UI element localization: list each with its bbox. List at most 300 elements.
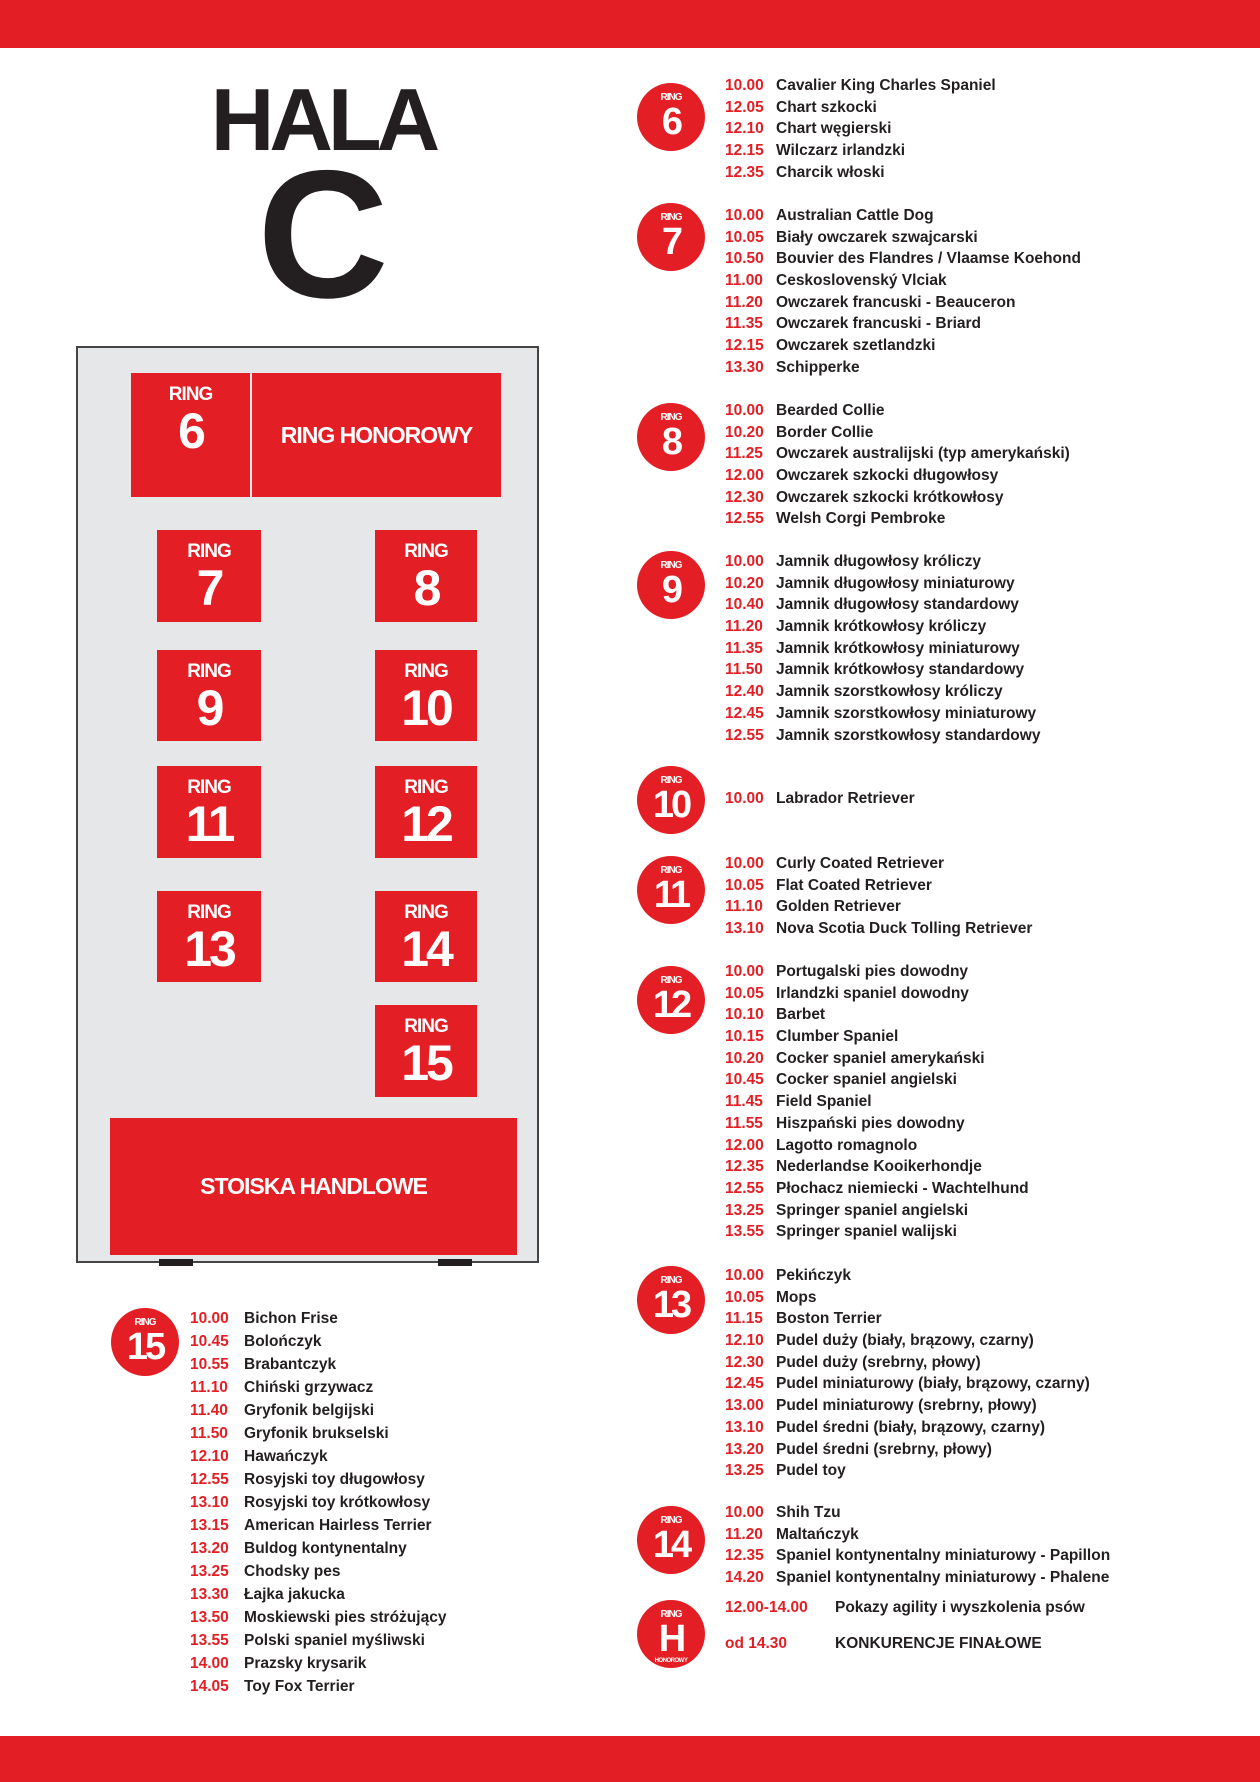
entry-time: 10.05 [725, 1288, 764, 1306]
entry-time: 11.35 [725, 315, 763, 333]
schedule-entry [725, 227, 1081, 249]
map-ring-label: RING [404, 661, 448, 682]
schedule-entry [725, 1417, 1090, 1439]
entry-time: 10.40 [725, 596, 764, 614]
ring-7-badge [637, 203, 705, 271]
schedule-entry [190, 1652, 446, 1675]
entry-time: 13.20 [190, 1540, 229, 1557]
entry-time: 12.00-14.00 [725, 1599, 808, 1616]
ring-badge-number: 10 [652, 784, 690, 826]
entry-breed: Chodsky pes [244, 1563, 341, 1580]
entry-breed: Spaniel kontynentalny miniaturowy - Phalene [776, 1569, 1110, 1587]
schedule-entry [725, 983, 1029, 1005]
entry-time: 12.40 [725, 683, 764, 701]
entry-breed: Mops [776, 1288, 817, 1306]
schedule-entry [725, 1287, 1090, 1309]
entry-breed: Charcik włoski [776, 163, 885, 181]
schedule-entry [725, 1330, 1090, 1352]
schedule-entry [725, 1265, 1090, 1287]
entry-breed: Chart szkocki [776, 98, 877, 116]
map-ring-7 [157, 530, 261, 622]
entrance-marker [438, 1259, 472, 1266]
entry-time: 10.20 [725, 423, 764, 441]
schedule-entry [725, 357, 1081, 379]
schedule-entry [725, 313, 1081, 335]
entry-time: 12.55 [725, 726, 764, 744]
entry-breed: Ceskoslovenský Vlciak [776, 272, 947, 290]
entry-time: 13.25 [725, 1201, 764, 1219]
map-ring-12 [375, 766, 477, 858]
entry-breed: Clumber Spaniel [776, 1028, 899, 1046]
entry-time: 13.50 [190, 1609, 229, 1626]
map-ring-6 [131, 373, 250, 497]
entry-breed: Gryfonik belgijski [244, 1402, 375, 1419]
entry-breed: Rosyjski toy długowłosy [244, 1471, 425, 1488]
entry-breed: Jamnik krótkowłosy króliczy [776, 618, 987, 636]
entry-time: 14.20 [725, 1569, 764, 1587]
entry-time: 11.50 [725, 661, 763, 679]
entry-breed: Łajka jakucka [244, 1586, 345, 1603]
entry-time: 13.10 [725, 1418, 764, 1436]
map-ring-label: RING [168, 384, 213, 405]
schedule-entry [190, 1307, 446, 1330]
schedule-entry [725, 162, 996, 184]
entry-breed: Springer spaniel walijski [776, 1223, 957, 1241]
schedule-entry [190, 1330, 446, 1353]
entry-breed: Moskiewski pies stróżujący [244, 1609, 447, 1626]
entry-time: 10.00 [725, 77, 764, 94]
ring-12-badge [637, 966, 705, 1034]
entry-breed: Chart węgierski [776, 120, 892, 138]
entry-breed: Bichon Frise [244, 1310, 338, 1327]
entry-time: 11.25 [725, 445, 763, 463]
schedule-entry [725, 422, 1070, 444]
ring-badge-number: 11 [653, 874, 689, 916]
entry-time: 11.55 [725, 1114, 763, 1132]
map-ring-label: RING [187, 661, 231, 682]
schedule-entry [725, 853, 1032, 875]
ring-10-schedule [725, 788, 915, 810]
schedule-entry [725, 270, 1081, 292]
entry-breed: Boston Terrier [776, 1310, 882, 1328]
schedule-entry [725, 335, 1081, 357]
entry-time: 12.55 [725, 1179, 764, 1197]
map-ring-label: RING [187, 902, 231, 923]
entry-time: 13.00 [725, 1397, 764, 1415]
entry-breed: Jamnik szorstkowłosy króliczy [776, 683, 1003, 701]
schedule-entry [725, 1545, 1110, 1567]
entry-time: 13.25 [190, 1563, 229, 1580]
entry-time: 12.10 [725, 120, 764, 138]
map-ring-9 [157, 650, 261, 741]
schedule-entry [725, 1048, 1029, 1070]
entry-breed: Pekińczyk [776, 1267, 851, 1284]
map-ring-number: 8 [413, 560, 439, 616]
schedule-entry [725, 638, 1040, 660]
entry-breed: Owczarek szkocki długowłosy [776, 467, 999, 485]
ring-badge-label: RING [660, 975, 682, 986]
entry-time: 10.00 [725, 963, 764, 980]
schedule-entry [190, 1353, 446, 1376]
entry-time: 12.05 [725, 98, 764, 116]
schedule-entry [725, 1178, 1029, 1200]
entry-time: 10.00 [725, 855, 764, 872]
entry-breed: Maltańczyk [776, 1525, 859, 1543]
entry-breed: Flat Coated Retriever [776, 876, 932, 894]
schedule-entry [725, 725, 1040, 747]
entry-breed: Jamnik szorstkowłosy miniaturowy [776, 704, 1037, 722]
entry-time: 12.30 [725, 488, 764, 506]
entry-breed: Pudel średni (srebrny, płowy) [776, 1440, 992, 1458]
entry-time: 10.15 [725, 1028, 764, 1046]
schedule-entry [190, 1445, 446, 1468]
schedule-entry [725, 118, 996, 140]
entry-time: 12.00 [725, 467, 764, 485]
schedule-entry [725, 248, 1081, 270]
map-ring-13 [157, 891, 261, 982]
entry-breed: Shih Tzu [776, 1504, 841, 1521]
entry-time: 10.20 [725, 574, 764, 592]
entry-time: 10.45 [725, 1071, 764, 1089]
entry-breed: Polski spaniel myśliwski [244, 1632, 425, 1649]
entry-breed: Nova Scotia Duck Tolling Retriever [776, 920, 1033, 938]
ring-badge-label: RING [660, 1275, 682, 1286]
entry-time: 11.20 [725, 618, 763, 636]
ring-15-badge [111, 1308, 179, 1376]
entry-breed: Jamnik długowłosy króliczy [776, 553, 982, 570]
ring-badge-number: 12 [652, 984, 690, 1026]
entry-time: 13.30 [725, 358, 764, 376]
schedule-entry [725, 1395, 1090, 1417]
ring-badge-number: 15 [126, 1326, 164, 1368]
map-ring-label: RING [404, 541, 448, 562]
entry-breed: Hiszpański pies dowodny [776, 1114, 965, 1132]
entry-breed: Pudel toy [776, 1462, 846, 1480]
ring-9-badge [637, 551, 705, 619]
schedule-entry [725, 1598, 1085, 1618]
schedule-entry [725, 508, 1070, 530]
schedule-entry [725, 205, 1081, 227]
map-ring-15 [375, 1005, 477, 1097]
bottom-banner [0, 1736, 1260, 1782]
entry-time: 12.30 [725, 1353, 764, 1371]
entry-breed: Springer spaniel angielski [776, 1201, 969, 1219]
ring-badge-number: 7 [661, 221, 681, 263]
entry-breed: Buldog kontynentalny [244, 1540, 407, 1557]
schedule-entry [190, 1491, 446, 1514]
schedule-entry [725, 1308, 1090, 1330]
entry-time: 10.00 [725, 1267, 764, 1284]
entry-time: 13.55 [725, 1223, 764, 1241]
entry-time: 10.55 [190, 1356, 229, 1373]
entry-breed: Irlandzki spaniel dowodny [776, 984, 969, 1002]
ring-15-schedule [190, 1307, 446, 1698]
entry-breed: Labrador Retriever [776, 790, 915, 807]
entry-breed: Barbet [776, 1006, 826, 1024]
entry-time: 10.20 [725, 1049, 764, 1067]
schedule-entry [725, 1439, 1090, 1461]
entry-breed: Owczarek francuski - Briard [776, 315, 982, 333]
schedule-entry [725, 443, 1070, 465]
entry-time: 12.55 [725, 510, 764, 528]
entry-time: 10.05 [725, 984, 764, 1002]
entry-time: 10.05 [725, 876, 764, 894]
schedule-entry [725, 465, 1070, 487]
map-stoiska-handlowe: STOISKA HANDLOWE [110, 1118, 517, 1255]
ring-badge-label: RING [660, 865, 682, 876]
entry-time: 10.00 [725, 790, 764, 807]
map-ring-number: 6 [178, 403, 203, 459]
ring-badge-number: 9 [661, 569, 681, 611]
entry-time: 11.45 [725, 1093, 763, 1111]
entry-breed: Portugalski pies dowodny [776, 963, 969, 980]
ring-badge-label: RING [660, 412, 682, 423]
ring-9-schedule [725, 551, 1040, 746]
entry-time: 12.15 [725, 337, 764, 355]
entry-time: 13.30 [190, 1586, 229, 1603]
entry-breed: Cocker spaniel amerykański [776, 1049, 985, 1067]
entry-time: 13.15 [190, 1517, 229, 1534]
schedule-entry [725, 1069, 1029, 1091]
schedule-entry [190, 1583, 446, 1606]
map-ring-honorowy: RING HONOROWY [252, 373, 501, 497]
schedule-entry [725, 616, 1040, 638]
entry-breed: Brabantczyk [244, 1356, 337, 1373]
entry-time: 14.00 [190, 1655, 229, 1672]
entry-time: 13.10 [725, 920, 764, 938]
map-ring-label: RING [187, 777, 231, 798]
entry-time: 11.00 [725, 272, 763, 290]
top-banner [0, 0, 1260, 48]
entry-breed: Prazsky krysarik [244, 1655, 367, 1672]
schedule-entry [725, 140, 996, 162]
entry-time: 12.35 [725, 163, 764, 181]
entry-time: 12.35 [725, 1158, 764, 1176]
entry-breed: Field Spaniel [776, 1093, 872, 1111]
entry-time: od 14.30 [725, 1635, 788, 1652]
entry-time: 10.00 [725, 402, 764, 419]
schedule-entry [725, 1026, 1029, 1048]
map-ring-number: 9 [196, 680, 222, 736]
map-ring-label: RING [187, 541, 231, 562]
entry-time: 13.25 [725, 1462, 764, 1480]
ring-6-schedule [725, 75, 996, 183]
schedule-entry [725, 918, 1032, 940]
entry-time: 13.10 [190, 1494, 229, 1511]
entry-time: 11.40 [190, 1402, 228, 1419]
entry-time: 12.10 [190, 1448, 229, 1465]
entry-breed: Nederlandse Kooikerhondje [776, 1158, 982, 1176]
map-ring-label: RING [404, 902, 448, 923]
map-ring-number: 12 [401, 796, 451, 852]
entry-breed: Owczarek szetlandzki [776, 337, 936, 355]
entry-time: 14.05 [190, 1678, 229, 1695]
ring-badge-number: 14 [652, 1524, 690, 1566]
entry-breed: Owczarek szkocki krótkowłosy [776, 488, 1004, 506]
entry-breed: Jamnik krótkowłosy standardowy [776, 661, 1025, 679]
entry-breed: Curly Coated Retriever [776, 855, 944, 872]
entry-breed: Bouvier des Flandres / Vlaamse Koehond [776, 250, 1081, 268]
schedule-entry [190, 1399, 446, 1422]
entry-breed: Schipperke [776, 358, 860, 376]
schedule-entry [725, 896, 1032, 918]
ring-badge-number: H [658, 1618, 684, 1660]
entry-breed: Chiński grzywacz [244, 1379, 374, 1396]
schedule-entry [190, 1537, 446, 1560]
entry-time: 10.00 [725, 1504, 764, 1521]
entry-breed: Płochacz niemiecki - Wachtelhund [776, 1179, 1029, 1197]
schedule-entry [725, 1524, 1110, 1546]
schedule-entry [725, 681, 1040, 703]
entry-breed: Lagotto romagnolo [776, 1136, 918, 1154]
entrance-marker [159, 1259, 193, 1266]
ring-13-badge [637, 1266, 705, 1334]
ring-H-badge [637, 1600, 705, 1668]
ring-badge-label: RING [660, 1515, 682, 1526]
schedule-entry [725, 875, 1032, 897]
map-ring-8 [375, 530, 477, 622]
schedule-entry [725, 1156, 1029, 1178]
entry-breed: Owczarek francuski - Beauceron [776, 293, 1016, 311]
ring-12-schedule [725, 961, 1029, 1243]
entry-time: 10.00 [190, 1310, 229, 1327]
entry-time: 12.45 [725, 704, 764, 722]
entry-time: 11.20 [725, 293, 763, 311]
entry-time: 11.20 [725, 1525, 763, 1543]
entry-time: 13.55 [190, 1632, 229, 1649]
entry-time: 10.45 [190, 1333, 229, 1350]
schedule-entry [190, 1422, 446, 1445]
ring-badge-label: RING [660, 775, 682, 786]
map-ring-number: 10 [401, 680, 451, 736]
ring-11-schedule [725, 853, 1032, 940]
schedule-entry [725, 1221, 1029, 1243]
entry-breed: Jamnik długowłosy miniaturowy [776, 574, 1015, 592]
schedule-entry [725, 1113, 1029, 1135]
entry-time: 11.50 [190, 1425, 228, 1442]
ring-badge-number: 13 [652, 1284, 690, 1326]
ring-8-schedule [725, 400, 1070, 530]
ring-13-schedule [725, 1265, 1090, 1482]
entry-time: 11.35 [725, 639, 763, 657]
entry-time: 12.00 [725, 1136, 764, 1154]
entry-time: 11.10 [725, 898, 763, 916]
hall-title: HALA [210, 70, 436, 169]
entry-time: 10.50 [725, 250, 764, 268]
ring-badge-label: RING [134, 1317, 156, 1328]
map-ring-label: RING [404, 777, 448, 798]
schedule-entry [725, 1502, 1110, 1524]
entry-breed: Cocker spaniel angielski [776, 1071, 957, 1089]
entry-breed: Jamnik długowłosy standardowy [776, 596, 1019, 614]
ring-6-badge [637, 83, 705, 151]
ring-7-schedule [725, 205, 1081, 379]
entry-breed: Jamnik szorstkowłosy standardowy [776, 726, 1041, 744]
schedule-entry [725, 703, 1040, 725]
schedule-entry [725, 487, 1070, 509]
map-ring-number: 14 [401, 921, 451, 977]
ring-14-schedule [725, 1502, 1110, 1589]
ring-badge-sub: HONOROWY [654, 1658, 688, 1664]
entry-breed: Pudel miniaturowy (srebrny, płowy) [776, 1397, 1037, 1415]
entry-breed: Welsh Corgi Pembroke [776, 510, 946, 528]
ring-H-schedule [725, 1598, 1085, 1670]
entry-breed: Pokazy agility i wyszkolenia psów [835, 1599, 1085, 1616]
entry-breed: Hawańczyk [244, 1448, 328, 1465]
map-ring-number: 7 [196, 560, 222, 616]
schedule-entry [725, 97, 996, 119]
entry-time: 12.45 [725, 1375, 764, 1393]
entry-breed: Rosyjski toy krótkowłosy [244, 1494, 431, 1511]
schedule-entry [725, 400, 1070, 422]
schedule-entry [190, 1376, 446, 1399]
ring-badge-label: RING [660, 560, 682, 571]
entry-time: 12.35 [725, 1547, 764, 1565]
entry-time: 12.15 [725, 142, 764, 160]
map-ring-number: 13 [184, 921, 234, 977]
ring-8-badge [637, 403, 705, 471]
entry-breed: Bolończyk [244, 1333, 322, 1350]
ring-badge-label: RING [660, 212, 682, 223]
schedule-entry [725, 1200, 1029, 1222]
ring-badge-label: RING [660, 92, 682, 103]
schedule-entry [725, 292, 1081, 314]
hall-letter: C [257, 132, 389, 336]
entry-breed: Toy Fox Terrier [244, 1678, 355, 1695]
entry-breed: Spaniel kontynentalny miniaturowy - Papillon [776, 1547, 1111, 1565]
entry-breed: Bearded Collie [776, 402, 885, 419]
entry-time: 11.10 [190, 1379, 228, 1396]
schedule-entry [725, 1091, 1029, 1113]
ring-11-badge [637, 856, 705, 924]
ring-10-badge [637, 766, 705, 834]
entry-time: 10.00 [725, 207, 764, 224]
schedule-entry [725, 1352, 1090, 1374]
schedule-entry [725, 1634, 1085, 1654]
entry-breed: Owczarek australijski (typ amerykański) [776, 445, 1070, 463]
entry-time: 10.05 [725, 228, 764, 246]
entry-breed: Pudel miniaturowy (biały, brązowy, czarny) [776, 1375, 1090, 1393]
map-ring-10 [375, 650, 477, 741]
schedule-entry [190, 1675, 446, 1698]
schedule-entry [725, 573, 1040, 595]
schedule-entry [725, 659, 1040, 681]
entry-breed: Wilczarz irlandzki [776, 142, 906, 160]
entry-breed: Cavalier King Charles Spaniel [776, 77, 996, 94]
map-ring-label: RING [404, 1016, 448, 1037]
entry-time: 10.10 [725, 1006, 764, 1024]
schedule-entry [725, 1135, 1029, 1157]
entry-breed: KONKURENCJE FINAŁOWE [835, 1635, 1042, 1652]
schedule-entry [190, 1560, 446, 1583]
schedule-entry [190, 1514, 446, 1537]
schedule-entry [725, 788, 915, 810]
map-ring-11 [157, 766, 261, 858]
entry-breed: Biały owczarek szwajcarski [776, 228, 978, 246]
entry-breed: Australian Cattle Dog [776, 207, 934, 224]
map-ring-number: 15 [401, 1035, 451, 1091]
entry-time: 10.00 [725, 553, 764, 570]
map-ring-14 [375, 891, 477, 982]
map-ring-number: 11 [185, 796, 233, 852]
entry-breed: Gryfonik brukselski [244, 1425, 389, 1442]
entry-breed: Pudel duży (srebrny, płowy) [776, 1353, 981, 1371]
entry-time: 12.10 [725, 1332, 764, 1350]
ring-badge-number: 6 [661, 101, 681, 143]
schedule-entry [725, 551, 1040, 573]
schedule-entry [725, 1460, 1090, 1482]
entry-breed: Jamnik krótkowłosy miniaturowy [776, 639, 1020, 657]
